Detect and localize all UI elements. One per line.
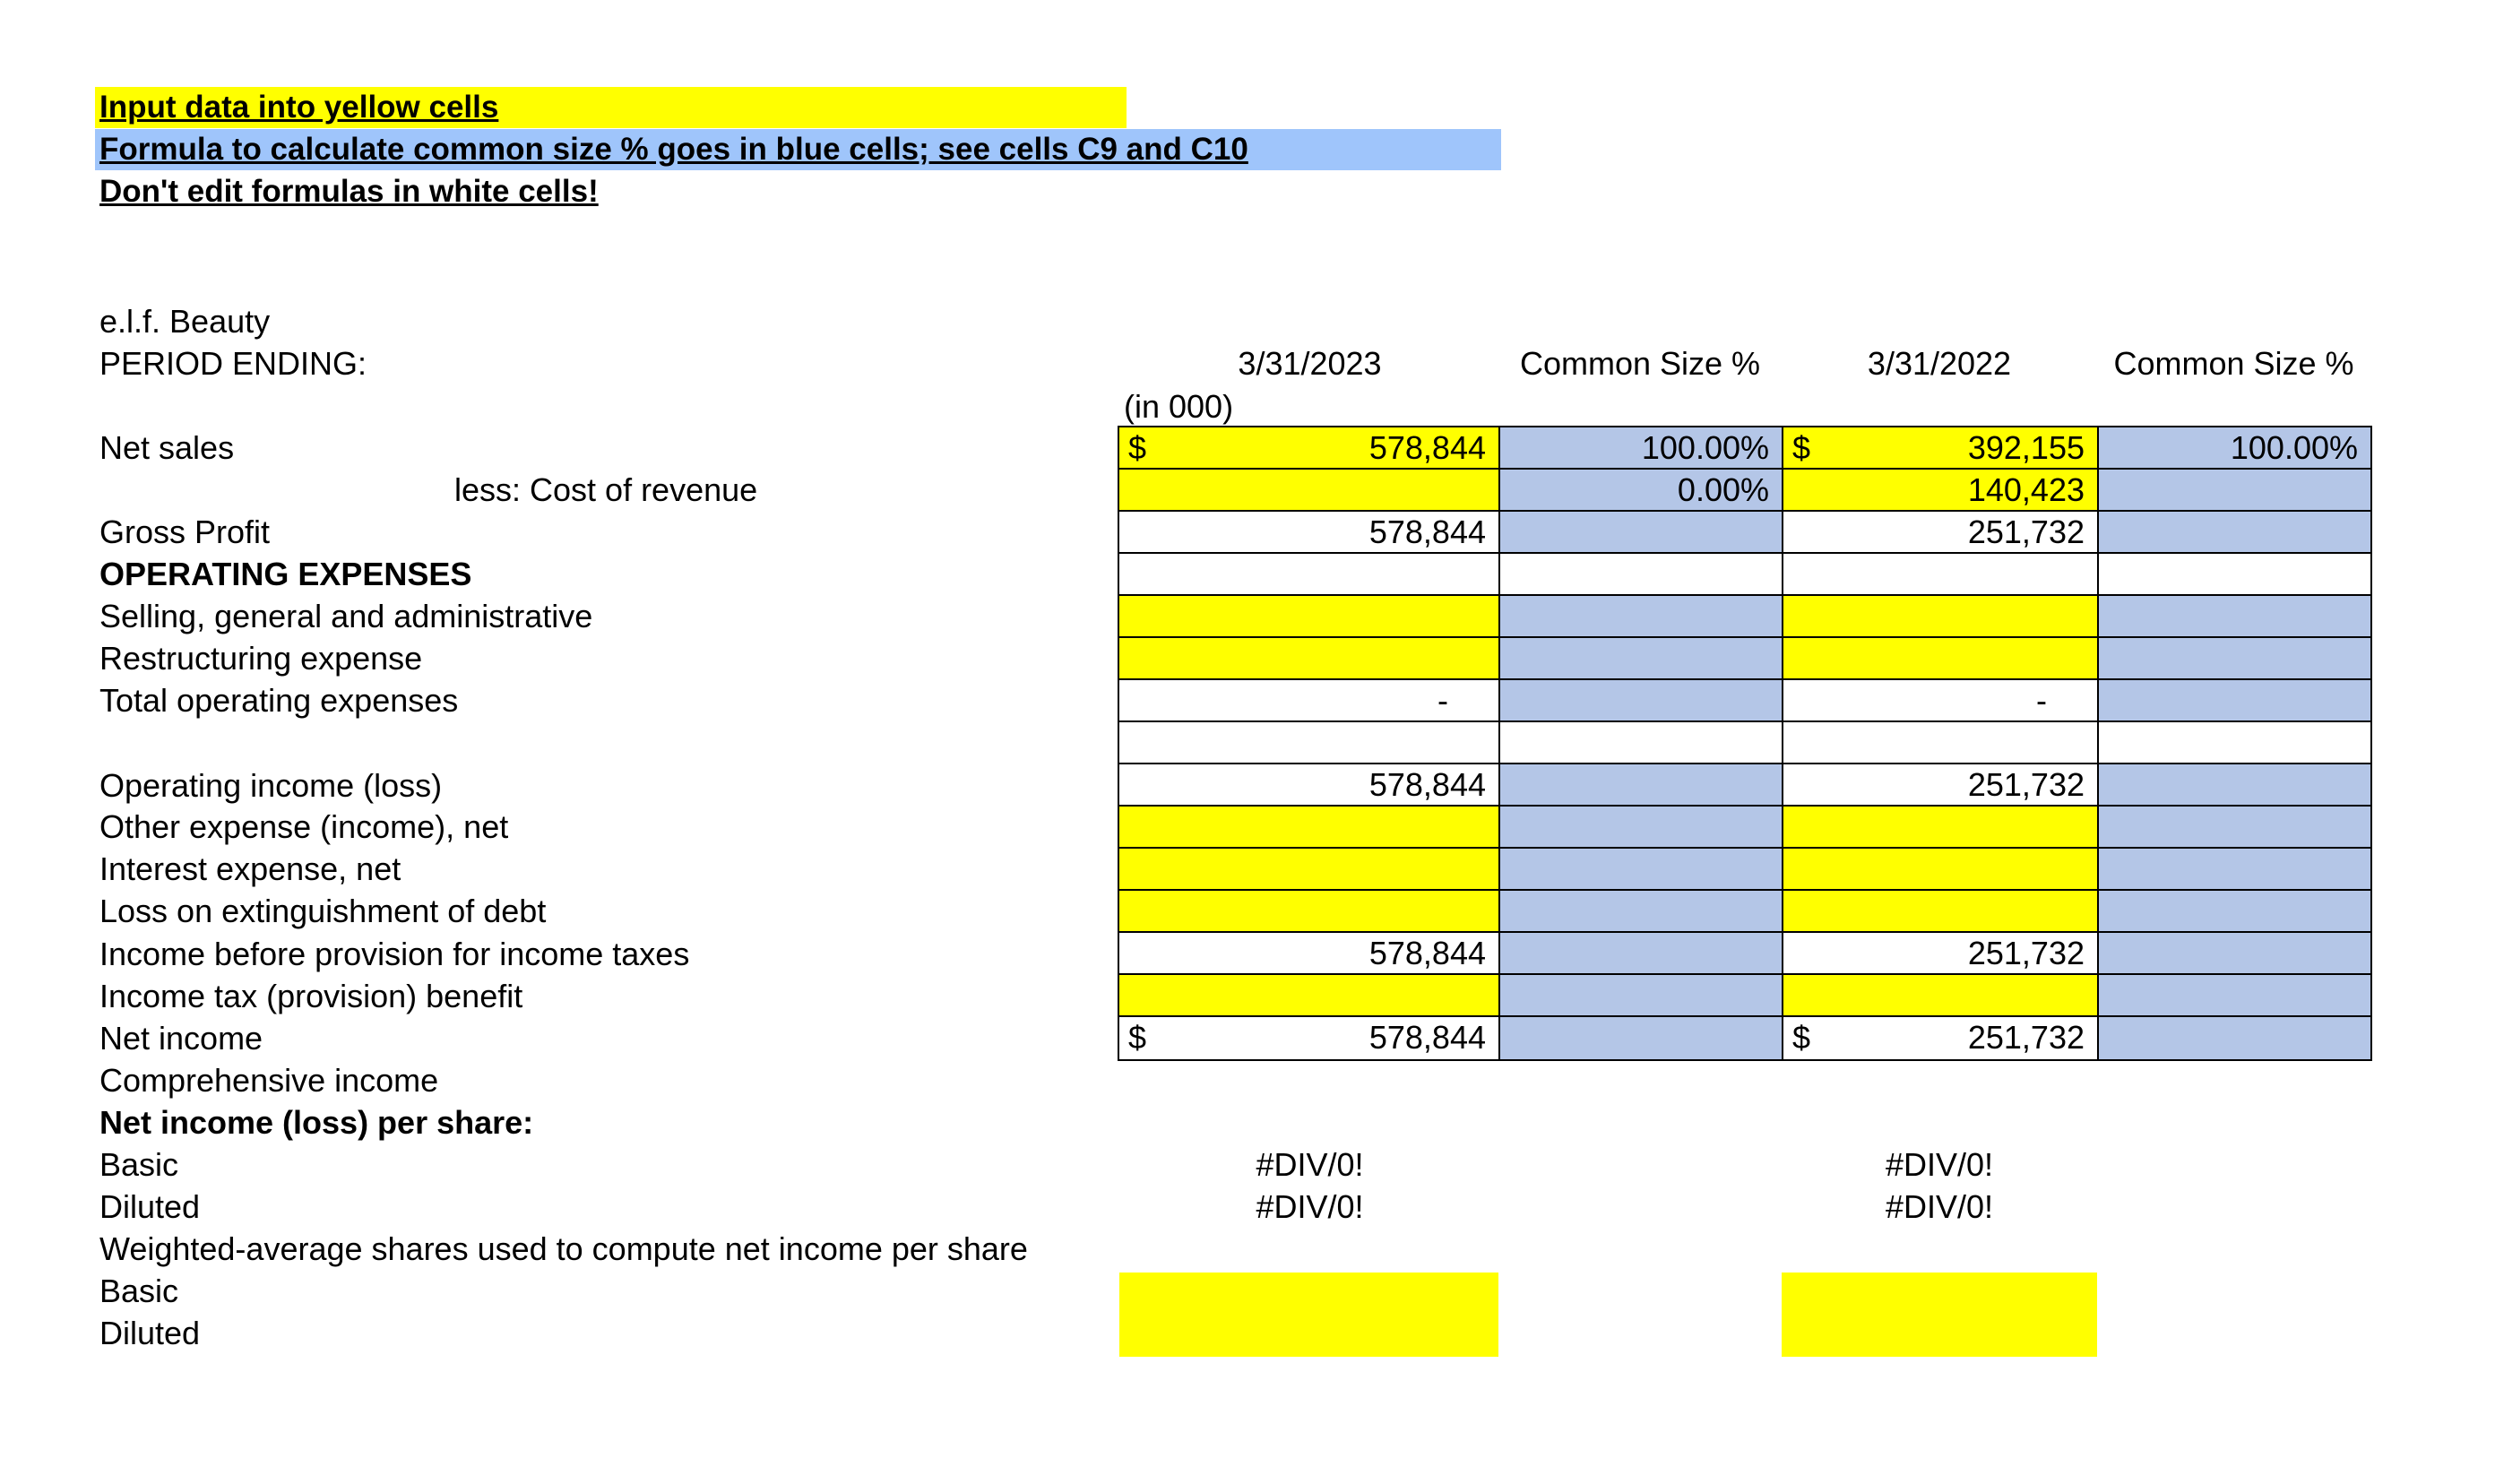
cell-other-expense-2023[interactable] [1118, 805, 1500, 849]
cell-sga-cs-2023[interactable] [1498, 594, 1783, 638]
cell-net-sales-2022[interactable]: $ 392,155 [1782, 426, 2099, 470]
cell-total-opex-2023[interactable]: - [1118, 678, 1500, 722]
cell-restructuring-cs-2022[interactable] [2097, 636, 2372, 680]
cell-restructuring-cs-2023[interactable] [1498, 636, 1783, 680]
cell-blank-2023[interactable] [1118, 720, 1500, 764]
cell-income-before-tax-cs-2023[interactable] [1498, 931, 1783, 975]
cell-income-tax-2023[interactable] [1118, 973, 1500, 1017]
label-net-sales: Net sales [99, 429, 235, 466]
cell-sga-cs-2022[interactable] [2097, 594, 2372, 638]
cell-interest-expense-cs-2023[interactable] [1498, 847, 1783, 891]
cell-loss-extinguishment-cs-2022[interactable] [2097, 889, 2372, 933]
cell-net-sales-2023[interactable]: $ 578,844 [1118, 426, 1500, 470]
label-shares-basic: Basic [99, 1273, 179, 1309]
cell-income-tax-2022[interactable] [1782, 973, 2099, 1017]
cell-net-income-cs-2022[interactable] [2097, 1015, 2372, 1061]
period-label: PERIOD ENDING: [99, 345, 367, 382]
label-eps-header: Net income (loss) per share: [99, 1104, 534, 1141]
label-restructuring: Restructuring expense [99, 640, 423, 677]
cell-sga-2022[interactable] [1782, 594, 2099, 638]
currency-symbol: $ [1792, 1019, 1811, 1056]
cell-loss-extinguishment-cs-2023[interactable] [1498, 889, 1783, 933]
cell-cost-of-revenue-2023[interactable] [1118, 468, 1500, 512]
cell-other-expense-2022[interactable] [1782, 805, 2099, 849]
column-header-common-size-1: Common Size % [1519, 345, 1761, 382]
cell-cost-of-revenue-cs-2023[interactable]: 0.00% [1498, 468, 1783, 512]
cell-interest-expense-2022[interactable] [1782, 847, 2099, 891]
cell-income-tax-cs-2023[interactable] [1498, 973, 1783, 1017]
instruction-white: Don't edit formulas in white cells! [99, 174, 599, 209]
label-operating-income: Operating income (loss) [99, 767, 443, 804]
cell-operating-income-2022[interactable]: 251,732 [1782, 763, 2099, 807]
cell-sga-2023[interactable] [1118, 594, 1500, 638]
cell-blank-2022[interactable] [1782, 720, 2099, 764]
cell-opex-header-2022[interactable] [1782, 552, 2099, 596]
cell-eps-diluted-2023[interactable]: #DIV/0! [1256, 1188, 1364, 1225]
column-header-common-size-2: Common Size % [2113, 345, 2354, 382]
cell-shares-2023[interactable] [1119, 1273, 1498, 1357]
cell-income-before-tax-2023[interactable]: 578,844 [1118, 931, 1500, 975]
units-label: (in 000) [1124, 388, 1234, 425]
cell-eps-diluted-2022[interactable]: #DIV/0! [1885, 1188, 1994, 1225]
label-shares-header: Weighted-average shares used to compute net income per share [99, 1230, 1028, 1267]
label-loss-extinguishment: Loss on extinguishment of debt [99, 893, 547, 929]
label-operating-expenses: OPERATING EXPENSES [99, 556, 472, 592]
cell-net-sales-cs-2023[interactable]: 100.00% [1498, 426, 1783, 470]
currency-symbol: $ [1792, 429, 1811, 466]
cell-operating-income-cs-2022[interactable] [2097, 763, 2372, 807]
cell-income-tax-cs-2022[interactable] [2097, 973, 2372, 1017]
cell-operating-income-2023[interactable]: 578,844 [1118, 763, 1500, 807]
label-gross-profit: Gross Profit [99, 513, 271, 550]
cell-gross-profit-2022[interactable]: 251,732 [1782, 510, 2099, 554]
cell-loss-extinguishment-2023[interactable] [1118, 889, 1500, 933]
label-interest-expense: Interest expense, net [99, 850, 401, 887]
cell-eps-basic-2022[interactable]: #DIV/0! [1885, 1146, 1994, 1183]
company-name: e.l.f. Beauty [99, 303, 271, 340]
column-header-date-2023: 3/31/2023 [1238, 345, 1382, 382]
instruction-yellow: Input data into yellow cells [95, 87, 1127, 128]
cell-gross-profit-cs-2022[interactable] [2097, 510, 2372, 554]
cell-interest-expense-cs-2022[interactable] [2097, 847, 2372, 891]
label-cost-of-revenue: less: Cost of revenue [454, 471, 758, 508]
label-shares-diluted: Diluted [99, 1315, 201, 1351]
cell-blank-cs-2022[interactable] [2097, 720, 2372, 764]
currency-symbol: $ [1128, 1019, 1147, 1056]
cell-net-income-2022[interactable]: $ 251,732 [1782, 1015, 2099, 1061]
cell-loss-extinguishment-2022[interactable] [1782, 889, 2099, 933]
cell-other-expense-cs-2023[interactable] [1498, 805, 1783, 849]
cell-total-opex-2022[interactable]: - [1782, 678, 2099, 722]
cell-other-expense-cs-2022[interactable] [2097, 805, 2372, 849]
cell-net-sales-cs-2022[interactable]: 100.00% [2097, 426, 2372, 470]
cell-interest-expense-2023[interactable] [1118, 847, 1500, 891]
cell-income-before-tax-2022[interactable]: 251,732 [1782, 931, 2099, 975]
instruction-blue: Formula to calculate common size % goes in blue cells; see cells C9 and C10 [95, 129, 1501, 170]
label-income-tax: Income tax (provision) benefit [99, 978, 523, 1014]
cell-cost-of-revenue-cs-2022[interactable] [2097, 468, 2372, 512]
cell-restructuring-2023[interactable] [1118, 636, 1500, 680]
label-eps-diluted: Diluted [99, 1188, 201, 1225]
label-net-income: Net income [99, 1020, 263, 1057]
column-header-date-2022: 3/31/2022 [1867, 345, 2012, 382]
cell-total-opex-cs-2022[interactable] [2097, 678, 2372, 722]
cell-cost-of-revenue-2022[interactable]: 140,423 [1782, 468, 2099, 512]
cell-net-income-2023[interactable]: $ 578,844 [1118, 1015, 1500, 1061]
label-total-opex: Total operating expenses [99, 682, 459, 719]
cell-eps-basic-2023[interactable]: #DIV/0! [1256, 1146, 1364, 1183]
cell-gross-profit-cs-2023[interactable] [1498, 510, 1783, 554]
cell-gross-profit-2023[interactable]: 578,844 [1118, 510, 1500, 554]
cell-restructuring-2022[interactable] [1782, 636, 2099, 680]
cell-opex-header-cs-2023[interactable] [1498, 552, 1783, 596]
cell-opex-header-2023[interactable] [1118, 552, 1500, 596]
cell-shares-2022[interactable] [1782, 1273, 2097, 1357]
cell-blank-cs-2023[interactable] [1498, 720, 1783, 764]
label-eps-basic: Basic [99, 1146, 179, 1183]
cell-income-before-tax-cs-2022[interactable] [2097, 931, 2372, 975]
label-income-before-tax: Income before provision for income taxes [99, 936, 690, 972]
label-other-expense: Other expense (income), net [99, 808, 509, 845]
label-sga: Selling, general and administrative [99, 598, 593, 634]
cell-opex-header-cs-2022[interactable] [2097, 552, 2372, 596]
cell-operating-income-cs-2023[interactable] [1498, 763, 1783, 807]
currency-symbol: $ [1128, 429, 1147, 466]
cell-total-opex-cs-2023[interactable] [1498, 678, 1783, 722]
label-comprehensive-income: Comprehensive income [99, 1062, 439, 1099]
cell-net-income-cs-2023[interactable] [1498, 1015, 1783, 1061]
